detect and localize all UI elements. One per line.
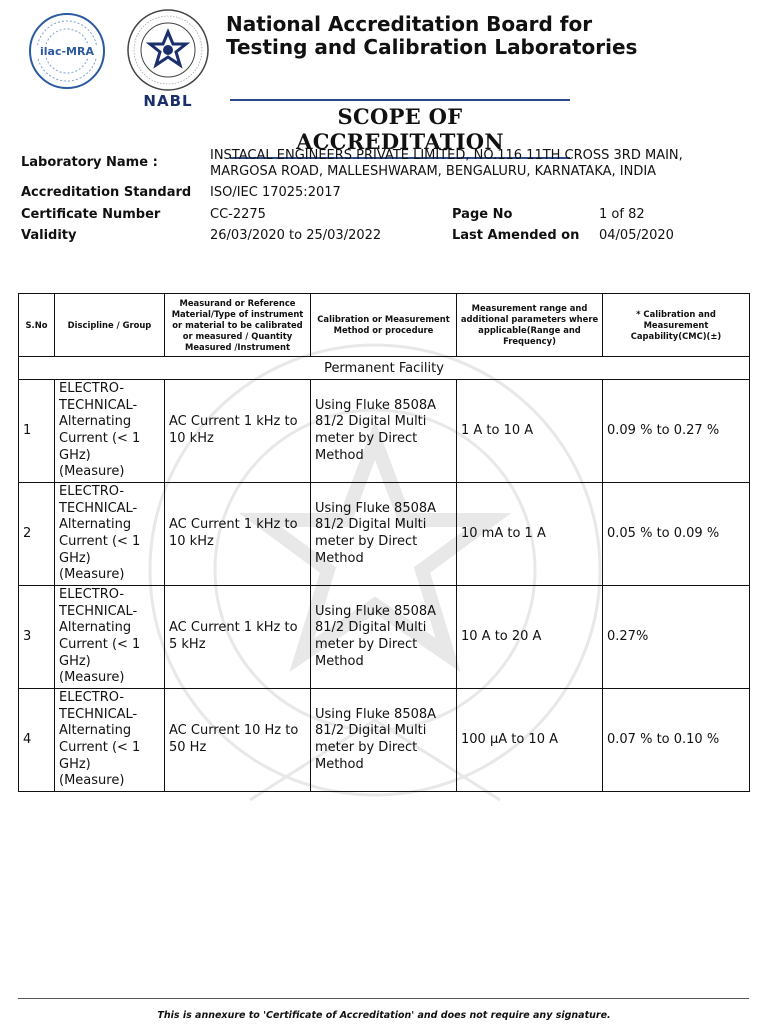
- table-row: [19, 689, 750, 792]
- row-range: 10 A to 20 A: [457, 586, 603, 689]
- row-measurand: AC Current 1 kHz to 10 kHz: [165, 483, 311, 586]
- cert-label: Certificate Number: [21, 207, 161, 222]
- validity-row: [21, 228, 77, 243]
- row-discipline: ELECTRO-TECHNICAL- Alternating Current (< 1 GHz) (Measure): [55, 689, 165, 792]
- row-measurand: AC Current 1 kHz to 10 kHz: [165, 380, 311, 483]
- standard-value: ISO/IEC 17025:2017: [210, 185, 341, 200]
- row-sno: 2: [19, 483, 55, 586]
- page-label: Page No: [452, 207, 513, 222]
- row-discipline: ELECTRO-TECHNICAL- Alternating Current (< 1 GHz) (Measure): [55, 586, 165, 689]
- page-value: 1 of 82: [599, 207, 645, 222]
- lab-name-label-row: [21, 155, 158, 170]
- row-measurand: AC Current 1 kHz to 5 kHz: [165, 586, 311, 689]
- nabl-seal-logo: [126, 8, 210, 92]
- row-cmc: 0.07 % to 0.10 %: [603, 689, 750, 792]
- row-method: Using Fluke 8508A 81/2 Digital Multi meter by Direct Method: [311, 483, 457, 586]
- organization-name: [226, 13, 746, 59]
- table-header-row: [19, 294, 750, 357]
- footer-note: This is annexure to 'Certificate of Accreditation' and does not require any signature.: [157, 1010, 611, 1021]
- table-row: [19, 586, 750, 689]
- row-range: 10 mA to 1 A: [457, 483, 603, 586]
- header-method: Calibration or Measurement Method or procedure: [311, 294, 457, 357]
- lab-name-line1: INSTACAL ENGINEERS PRIVATE LIMITED, NO.116 11TH CROSS 3RD MAIN,: [210, 148, 683, 163]
- lab-name-line2: MARGOSA ROAD, MALLESHWARAM, BENGALURU, KARNATAKA, INDIA: [210, 164, 657, 179]
- ilac-logo-text: ilac-MRA: [40, 45, 94, 58]
- row-range: 1 A to 10 A: [457, 380, 603, 483]
- row-cmc: 0.09 % to 0.27 %: [603, 380, 750, 483]
- standard-row: [21, 185, 191, 200]
- header-range: Measurement range and additional parameters where applicable(Range and Frequency): [457, 294, 603, 357]
- org-name-line1: National Accreditation Board for: [226, 12, 593, 36]
- amended-label: Last Amended on: [452, 228, 580, 243]
- row-method: Using Fluke 8508A 81/2 Digital Multi meter by Direct Method: [311, 586, 457, 689]
- table-row: [19, 380, 750, 483]
- row-method: Using Fluke 8508A 81/2 Digital Multi meter by Direct Method: [311, 689, 457, 792]
- lab-name-value: [210, 148, 683, 180]
- row-discipline: ELECTRO-TECHNICAL- Alternating Current (< 1 GHz) (Measure): [55, 483, 165, 586]
- header-cmc: * Calibration and Measurement Capability(CMC)(±): [603, 294, 750, 357]
- header-measurand: Measurand or Reference Material/Type of instrument or material to be calibrated or measured / Quantity Measured /Instrument: [165, 294, 311, 357]
- row-discipline: ELECTRO-TECHNICAL- Alternating Current (< 1 GHz) (Measure): [55, 380, 165, 483]
- header-discipline: Discipline / Group: [55, 294, 165, 357]
- lab-name-label: Laboratory Name :: [21, 155, 158, 170]
- scope-title: SCOPE OF ACCREDITATION: [296, 104, 504, 154]
- logo-group: [28, 8, 218, 112]
- scope-table: [18, 293, 750, 792]
- ilac-mra-logo: [28, 12, 106, 90]
- standard-label: Accreditation Standard: [21, 185, 192, 200]
- amended-value: 04/05/2020: [599, 228, 674, 243]
- footer-divider: [18, 998, 749, 999]
- table-row: [19, 483, 750, 586]
- validity-value: 26/03/2020 to 25/03/2022: [210, 228, 382, 243]
- row-range: 100 µA to 10 A: [457, 689, 603, 792]
- row-method: Using Fluke 8508A 81/2 Digital Multi meter by Direct Method: [311, 380, 457, 483]
- nabl-logo-text: NABL: [143, 92, 193, 110]
- validity-label: Validity: [21, 228, 77, 243]
- row-sno: 1: [19, 380, 55, 483]
- row-cmc: 0.05 % to 0.09 %: [603, 483, 750, 586]
- facility-label: Permanent Facility: [19, 357, 750, 380]
- org-name-line2: Testing and Calibration Laboratories: [226, 35, 638, 59]
- row-sno: 3: [19, 586, 55, 689]
- cert-value: CC-2275: [210, 207, 266, 222]
- row-cmc: 0.27%: [603, 586, 750, 689]
- cert-row: [21, 207, 160, 222]
- header-sno: S.No: [19, 294, 55, 357]
- row-measurand: AC Current 10 Hz to 50 Hz: [165, 689, 311, 792]
- row-sno: 4: [19, 689, 55, 792]
- facility-row: [19, 357, 750, 380]
